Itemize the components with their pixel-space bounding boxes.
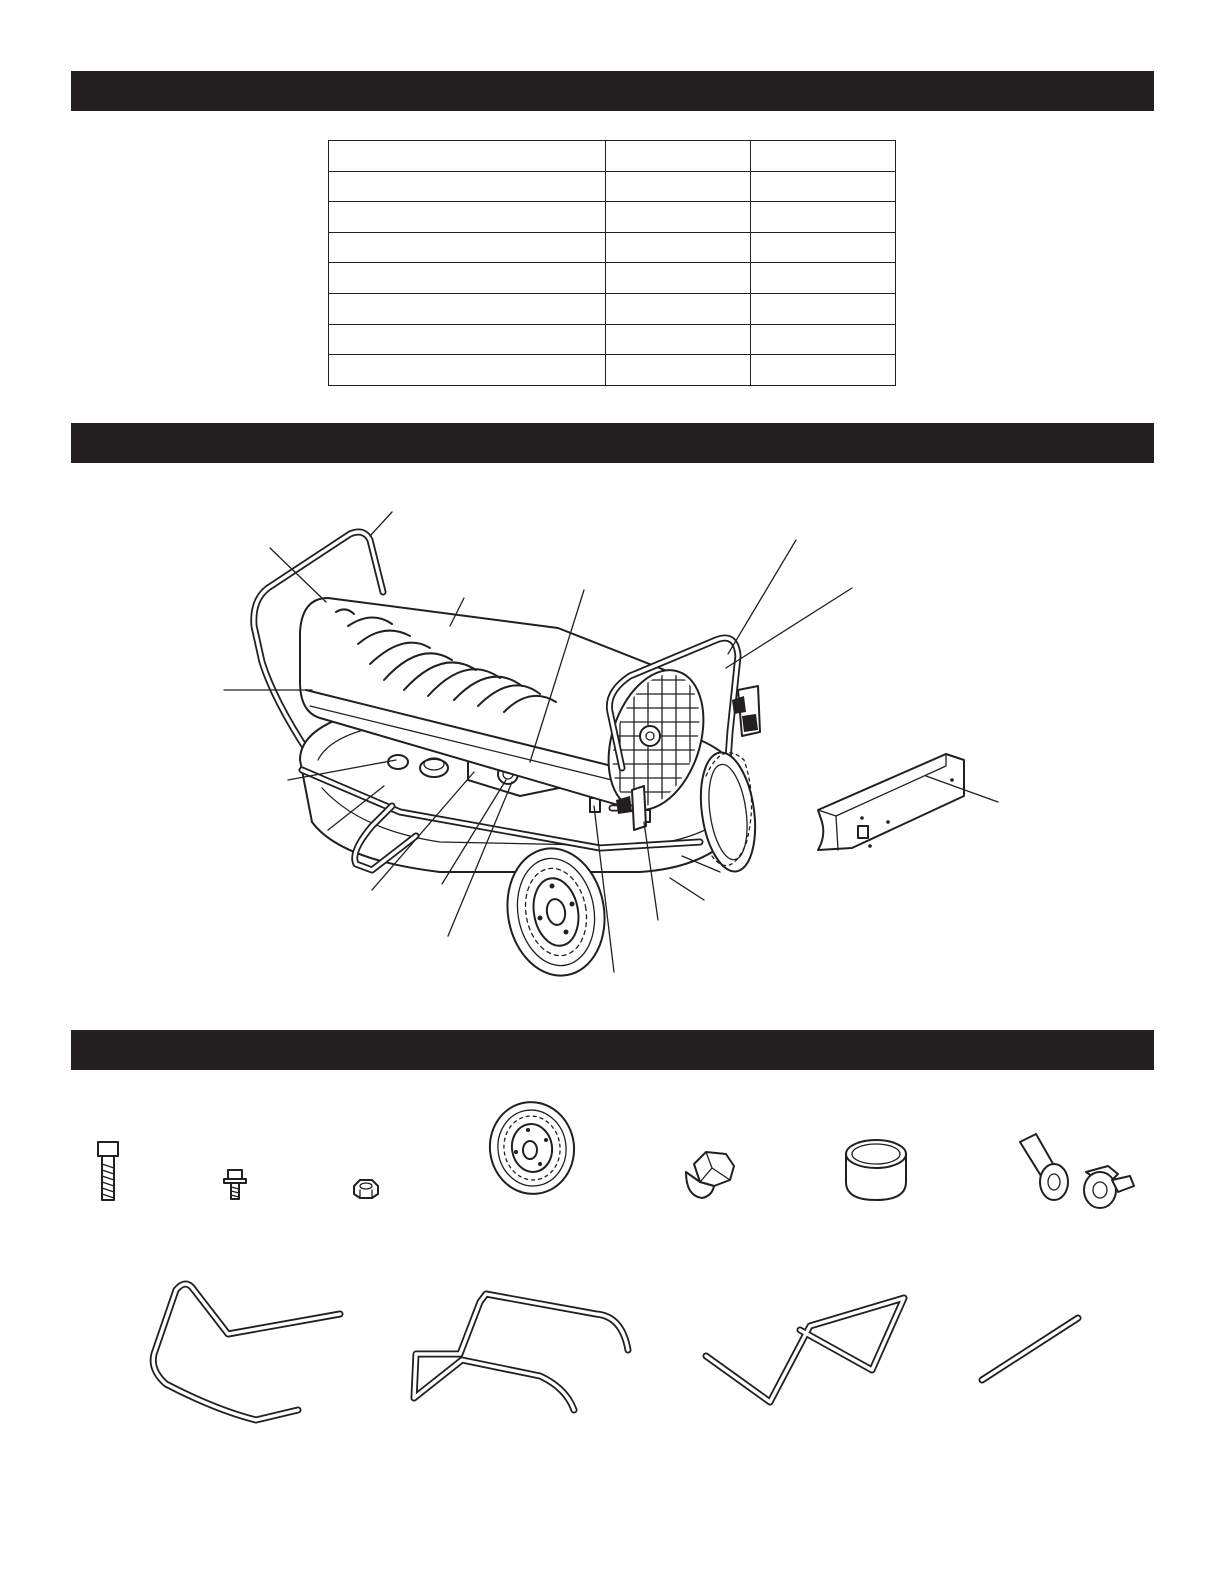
hex-nut-icon (354, 1180, 378, 1198)
base-frame-icon (706, 1298, 904, 1402)
axle-cap-icon (1020, 1134, 1134, 1208)
wheel-icon (484, 1097, 580, 1200)
front-handle-icon (153, 1284, 340, 1420)
acorn-nut-icon (686, 1152, 734, 1198)
thermostat-box (818, 754, 998, 850)
heater-illustration (224, 512, 852, 983)
flange-bolt-icon (224, 1170, 246, 1199)
hex-bolt-icon (98, 1142, 118, 1200)
axle-rod-icon (982, 1318, 1078, 1380)
spacer-icon (846, 1140, 906, 1200)
rear-handle-icon (414, 1294, 628, 1410)
